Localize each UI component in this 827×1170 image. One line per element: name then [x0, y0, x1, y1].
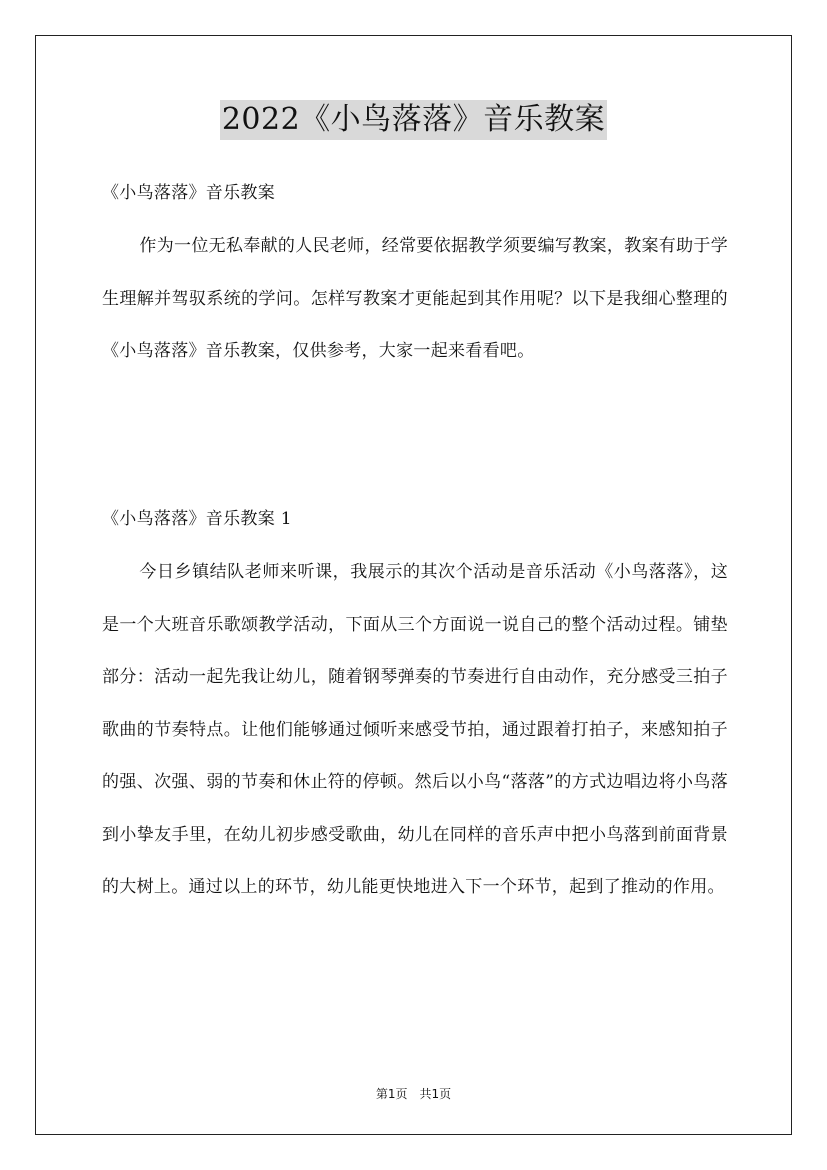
- section-paragraph: 今日乡镇结队老师来听课，我展示的其次个活动是音乐活动《小鸟落落》，这是一个大班音乐歌颂教学活动，下面从三个方面说一说自己的整个活动过程。铺垫部分：活动一起先我让幼儿，随着钢琴弹奏的节奏进行自由动作，充分感受三拍子歌曲的节奏特点。让他们能够通过倾听来感受节拍，通过跟着打拍子，来感知拍子的强、次强、弱的节奏和休止符的停顿。然后以小鸟“落落”的方式边唱边将小鸟落到小挚友手里，在幼儿初步感受歌曲，幼儿在同样的音乐声中把小鸟落到前面背景的大树上。通过以上的环节，幼儿能更快地进入下一个环节，起到了推动的作用。: [102, 562, 728, 897]
- title-container: [0, 100, 827, 140]
- document-title: 2022《小鸟落落》音乐教案: [220, 100, 607, 140]
- document-subtitle: 《小鸟落落》音乐教案: [102, 183, 275, 203]
- intro-paragraph: 作为一位无私奉献的人民老师，经常要依据教学须要编写教案，教案有助于学生理解并驾驭系统的学问。怎样写教案才更能起到其作用呢？以下是我细心整理的《小鸟落落》音乐教案，仅供参考，大家一起来看看吧。: [102, 236, 728, 361]
- section-block: [102, 546, 728, 914]
- section-heading: 《小鸟落落》音乐教案 1: [102, 509, 292, 529]
- page-footer: 第1页 共1页: [375, 1087, 452, 1101]
- intro-block: [102, 220, 728, 378]
